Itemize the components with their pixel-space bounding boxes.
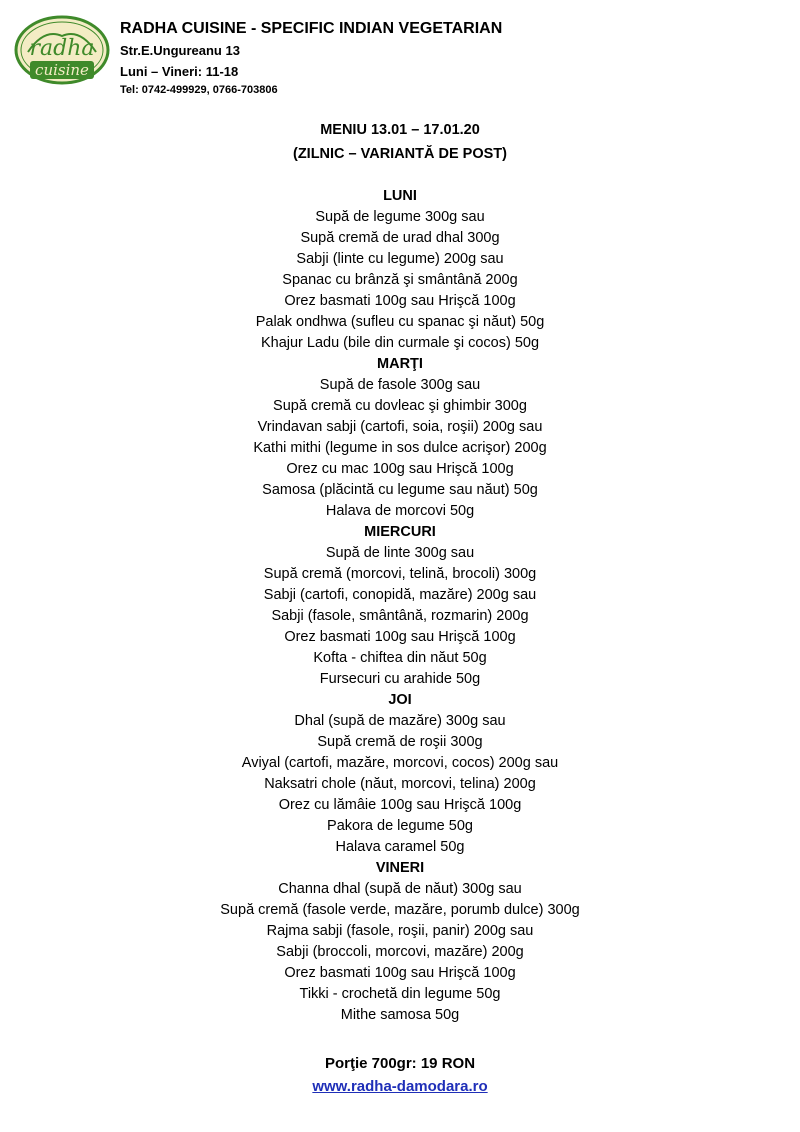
menu-days: [0, 186, 800, 1026]
menu-item: Supă cremă de roşii 300g: [317, 734, 483, 750]
menu-item: Kofta - chiftea din năut 50g: [313, 650, 487, 666]
menu-item: Orez basmati 100g sau Hrişcă 100g: [284, 965, 516, 981]
website-link[interactable]: www.radha-damodara.ro: [312, 1078, 488, 1095]
menu-item: Rajma sabji (fasole, roşii, panir) 200g sau: [266, 923, 534, 939]
menu-item: Supă cremă (fasole verde, mazăre, porumb dulce) 300g: [220, 902, 580, 918]
day-title: VINERI: [375, 860, 425, 876]
menu-item: Vrindavan sabji (cartofi, soia, roşii) 200g sau: [257, 419, 543, 435]
menu-item: Supă de legume 300g sau: [315, 209, 485, 225]
menu-item: Pakora de legume 50g: [327, 818, 473, 834]
menu-item: Supă cremă de urad dhal 300g: [300, 230, 500, 246]
menu-item: Orez cu mac 100g sau Hrişcă 100g: [286, 461, 514, 477]
price-line: Porţie 700gr: 19 RON: [324, 1055, 476, 1072]
opening-hours: Luni – Vineri: 11-18: [120, 64, 239, 79]
menu-item: Orez basmati 100g sau Hrişcă 100g: [284, 629, 516, 645]
menu-item: Supă de fasole 300g sau: [319, 377, 481, 393]
day-title: MIERCURI: [364, 524, 436, 540]
day-title: LUNI: [383, 188, 417, 204]
contact-block: [120, 18, 502, 99]
menu-item: Mithe samosa 50g: [340, 1007, 460, 1023]
menu-item: Sabji (cartofi, conopidă, mazăre) 200g sau: [263, 587, 537, 603]
menu-item: Dhal (supă de mazăre) 300g sau: [294, 713, 506, 729]
svg-text:radha: radha: [29, 36, 95, 61]
menu-item: Halava caramel 50g: [335, 839, 465, 855]
day-section-joi: [0, 690, 800, 858]
radha-cuisine-logo: [14, 14, 110, 90]
day-section-marţi: [0, 354, 800, 522]
header: [14, 14, 774, 104]
menu-item: Supă cremă (morcovi, telină, brocoli) 300g: [263, 566, 537, 582]
svg-text:cuisine: cuisine: [35, 61, 89, 79]
phone-numbers: Tel: 0742-499929, 0766-703806: [120, 84, 278, 96]
menu-item: Supă cremă cu dovleac şi ghimbir 300g: [273, 398, 527, 414]
menu-item: Tikki - crochetă din legume 50g: [299, 986, 501, 1002]
menu-item: Sabji (fasole, smântână, rozmarin) 200g: [271, 608, 529, 624]
menu-item: Spanac cu brânză şi smântână 200g: [282, 272, 518, 288]
day-section-vineri: [0, 858, 800, 1026]
day-title: MARŢI: [377, 356, 423, 372]
day-title: JOI: [388, 692, 412, 708]
menu-item: Naksatri chole (năut, morcovi, telina) 200g: [264, 776, 536, 792]
menu-item: Orez cu lămâie 100g sau Hrişcă 100g: [278, 797, 522, 813]
menu-item: Sabji (broccoli, morcovi, mazăre) 200g: [276, 944, 524, 960]
menu-item: Channa dhal (supă de năut) 300g sau: [278, 881, 522, 897]
day-section-luni: [0, 186, 800, 354]
day-section-miercuri: [0, 522, 800, 690]
menu-item: Sabji (linte cu legume) 200g sau: [296, 251, 504, 267]
menu-item: Orez basmati 100g sau Hrişcă 100g: [284, 293, 516, 309]
menu-item: Khajur Ladu (bile din curmale şi cocos) 50g: [260, 335, 540, 351]
menu-title: MENIU 13.01 – 17.01.20: [320, 122, 480, 138]
menu-item: Kathi mithi (legume in sos dulce acrişor) 200g: [253, 440, 547, 456]
address: Str.E.Ungureanu 13: [120, 43, 240, 58]
menu-item: Supă de linte 300g sau: [325, 545, 475, 561]
footer: [0, 1052, 800, 1098]
restaurant-title: RADHA CUISINE - SPECIFIC INDIAN VEGETARIAN: [120, 20, 503, 37]
menu-item: Halava de morcovi 50g: [325, 503, 475, 519]
menu-subtitle: (ZILNIC – VARIANTĂ DE POST): [292, 146, 507, 162]
menu-item: Aviyal (cartofi, mazăre, morcovi, cocos) 200g sau: [241, 755, 559, 771]
menu-item: Palak ondhwa (sufleu cu spanac şi năut) 50g: [255, 314, 545, 330]
menu-item: Fursecuri cu arahide 50g: [319, 671, 481, 687]
menu-item: Samosa (plăcintă cu legume sau năut) 50g: [262, 482, 538, 498]
